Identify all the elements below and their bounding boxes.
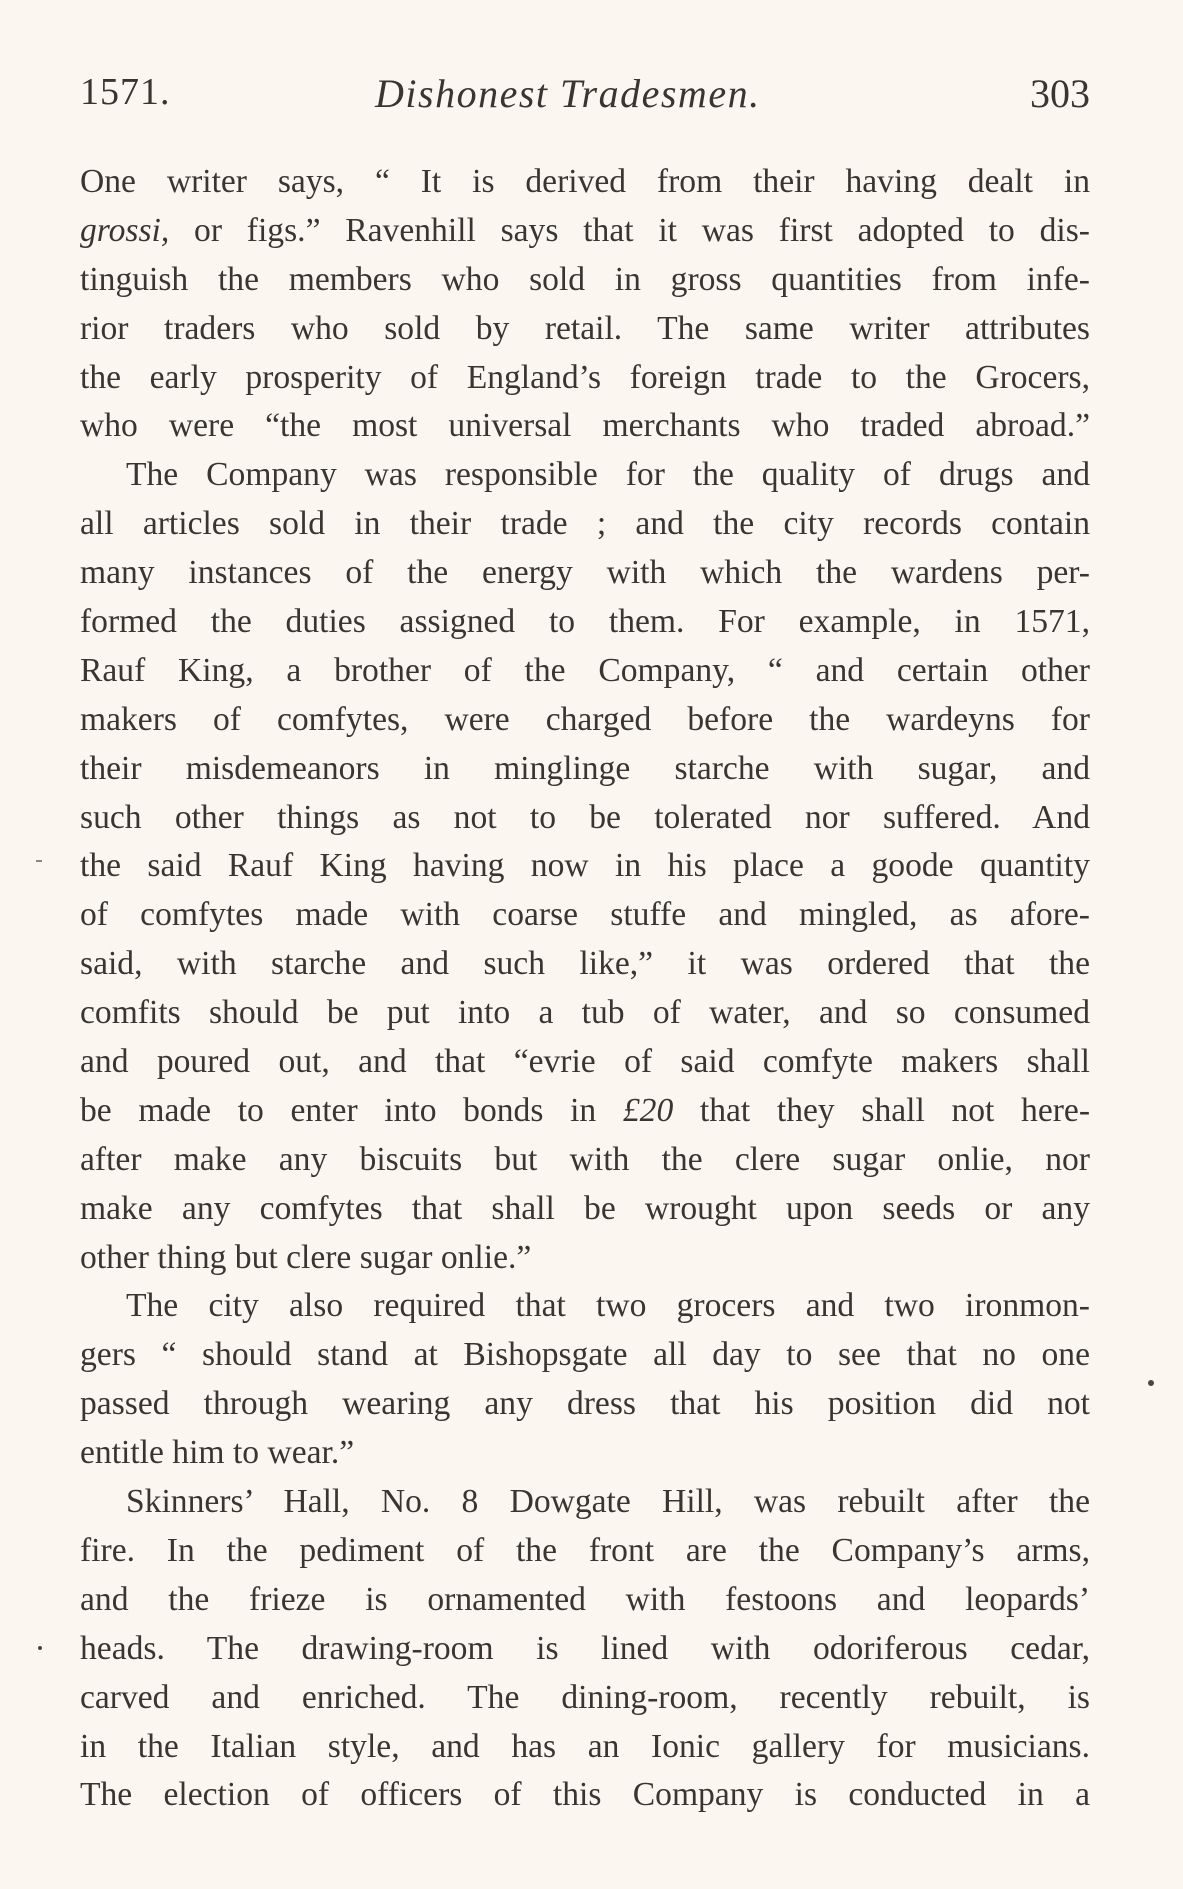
text-line: [80, 647, 1090, 696]
text-line-segment: tinguish the members who sold in gross quantities from infe-: [80, 260, 1090, 298]
text-line: [80, 1429, 1090, 1478]
margin-speck: [38, 1646, 42, 1650]
text-line-segment: entitle him to wear.”: [80, 1434, 355, 1472]
text-line: [80, 989, 1090, 1038]
text-line-segment: passed through wearing any dress that his position did not: [80, 1385, 1090, 1423]
text-line: [80, 1331, 1090, 1380]
text-line: [80, 354, 1090, 403]
text-line: [80, 402, 1090, 451]
text-line: [80, 1136, 1090, 1185]
page-number: 303: [1030, 71, 1090, 116]
text-line: [80, 1234, 1090, 1283]
text-line-segment: and the frieze is ornamented with festoons and leopards’: [80, 1580, 1090, 1618]
text-line: [80, 745, 1090, 794]
text-line-segment: rior traders who sold by retail. The same writer attributes: [80, 309, 1090, 347]
text-line-segment: or figs.” Ravenhill says that it was first adopted to dis-: [169, 211, 1090, 249]
text-line: [80, 256, 1090, 305]
text-line-segment: and poured out, and that “evrie of said comfyte makers shall: [80, 1043, 1090, 1081]
text-line-segment: heads. The drawing-room is lined with odoriferous cedar,: [80, 1629, 1090, 1667]
text-line: [80, 1723, 1090, 1772]
text-line: [80, 598, 1090, 647]
running-head-year: 1571.: [80, 71, 171, 113]
text-line-segment: Skinners’ Hall, No. 8 Dowgate Hill, was rebuilt after the: [126, 1483, 1090, 1521]
text-line-segment: makers of comfytes, were charged before the wardeyns for: [80, 700, 1090, 738]
text-line-segment: other thing but clere sugar onlie.”: [80, 1238, 532, 1276]
text-line-segment: comfits should be put into a tub of water, and so consumed: [80, 994, 1090, 1032]
text-line: [80, 451, 1090, 500]
text-line: [80, 549, 1090, 598]
text-line: [80, 1625, 1090, 1674]
text-line-segment: the said Rauf King having now in his place a goode quantity: [80, 847, 1090, 885]
text-line: [80, 696, 1090, 745]
margin-speck: [1148, 1380, 1154, 1386]
text-line: [80, 1527, 1090, 1576]
margin-speck: [36, 860, 42, 862]
text-line: [80, 207, 1090, 256]
text-line: [80, 940, 1090, 989]
text-line-segment: in the Italian style, and has an Ionic gallery for musicians.: [80, 1727, 1090, 1765]
running-head-title: Dishonest Tradesmen.: [375, 71, 761, 116]
text-line-segment: that they shall not here-: [673, 1091, 1090, 1129]
text-line: [80, 1282, 1090, 1331]
text-line-segment: fire. In the pediment of the front are the Company’s arms,: [80, 1531, 1090, 1569]
text-line-segment: said, with starche and such like,” it was ordered that the: [80, 945, 1090, 983]
text-line-italic: £20: [622, 1091, 674, 1129]
text-line-segment: carved and enriched. The dining-room, recently rebuilt, is: [80, 1678, 1090, 1716]
text-line: [80, 1771, 1090, 1820]
text-line: [80, 1038, 1090, 1087]
text-line-segment: make any comfytes that shall be wrought upon seeds or any: [80, 1189, 1090, 1227]
text-line-segment: formed the duties assigned to them. For example, in 1571,: [80, 603, 1090, 641]
text-line: [80, 158, 1090, 207]
text-line: [80, 1185, 1090, 1234]
text-line-segment: One writer says, “ It is derived from their having dealt in: [80, 163, 1090, 200]
text-line-italic: grossi,: [80, 211, 170, 249]
text-line: [80, 842, 1090, 891]
text-line-segment: the early prosperity of England’s foreign trade to the Grocers,: [80, 358, 1090, 396]
text-line-segment: The Company was responsible for the quality of drugs and: [126, 456, 1090, 494]
text-line-segment: who were “the most universal merchants who traded abroad.”: [80, 407, 1090, 445]
text-line: [80, 1674, 1090, 1723]
text-line-segment: be made to enter into bonds in: [80, 1091, 623, 1129]
text-line: [80, 500, 1090, 549]
text-line-segment: of comfytes made with coarse stuffe and mingled, as afore-: [80, 896, 1090, 934]
text-line-segment: such other things as not to be tolerated nor suffered. And: [80, 798, 1090, 836]
text-line: [80, 1087, 1090, 1136]
text-line: [80, 1380, 1090, 1429]
text-line: [80, 1478, 1090, 1527]
text-line-segment: their misdemeanors in minglinge starche with sugar, and: [80, 749, 1090, 787]
body-text: [80, 158, 1090, 1820]
text-line-segment: after make any biscuits but with the clere sugar onlie, nor: [80, 1140, 1090, 1178]
text-line-segment: The election of officers of this Company is conducted in a: [80, 1776, 1090, 1814]
running-head: [80, 64, 1090, 124]
text-line: [80, 1576, 1090, 1625]
text-line-segment: gers “ should stand at Bishopsgate all day to see that no one: [80, 1336, 1090, 1374]
text-line-segment: all articles sold in their trade ; and the city records contain: [80, 505, 1090, 543]
text-line-segment: Rauf King, a brother of the Company, “ and certain other: [80, 651, 1090, 689]
text-line-segment: many instances of the energy with which the wardens per-: [80, 554, 1090, 592]
text-line: [80, 891, 1090, 940]
text-line-segment: The city also required that two grocers and two ironmon-: [126, 1287, 1090, 1325]
text-line: [80, 794, 1090, 843]
text-line: [80, 305, 1090, 354]
